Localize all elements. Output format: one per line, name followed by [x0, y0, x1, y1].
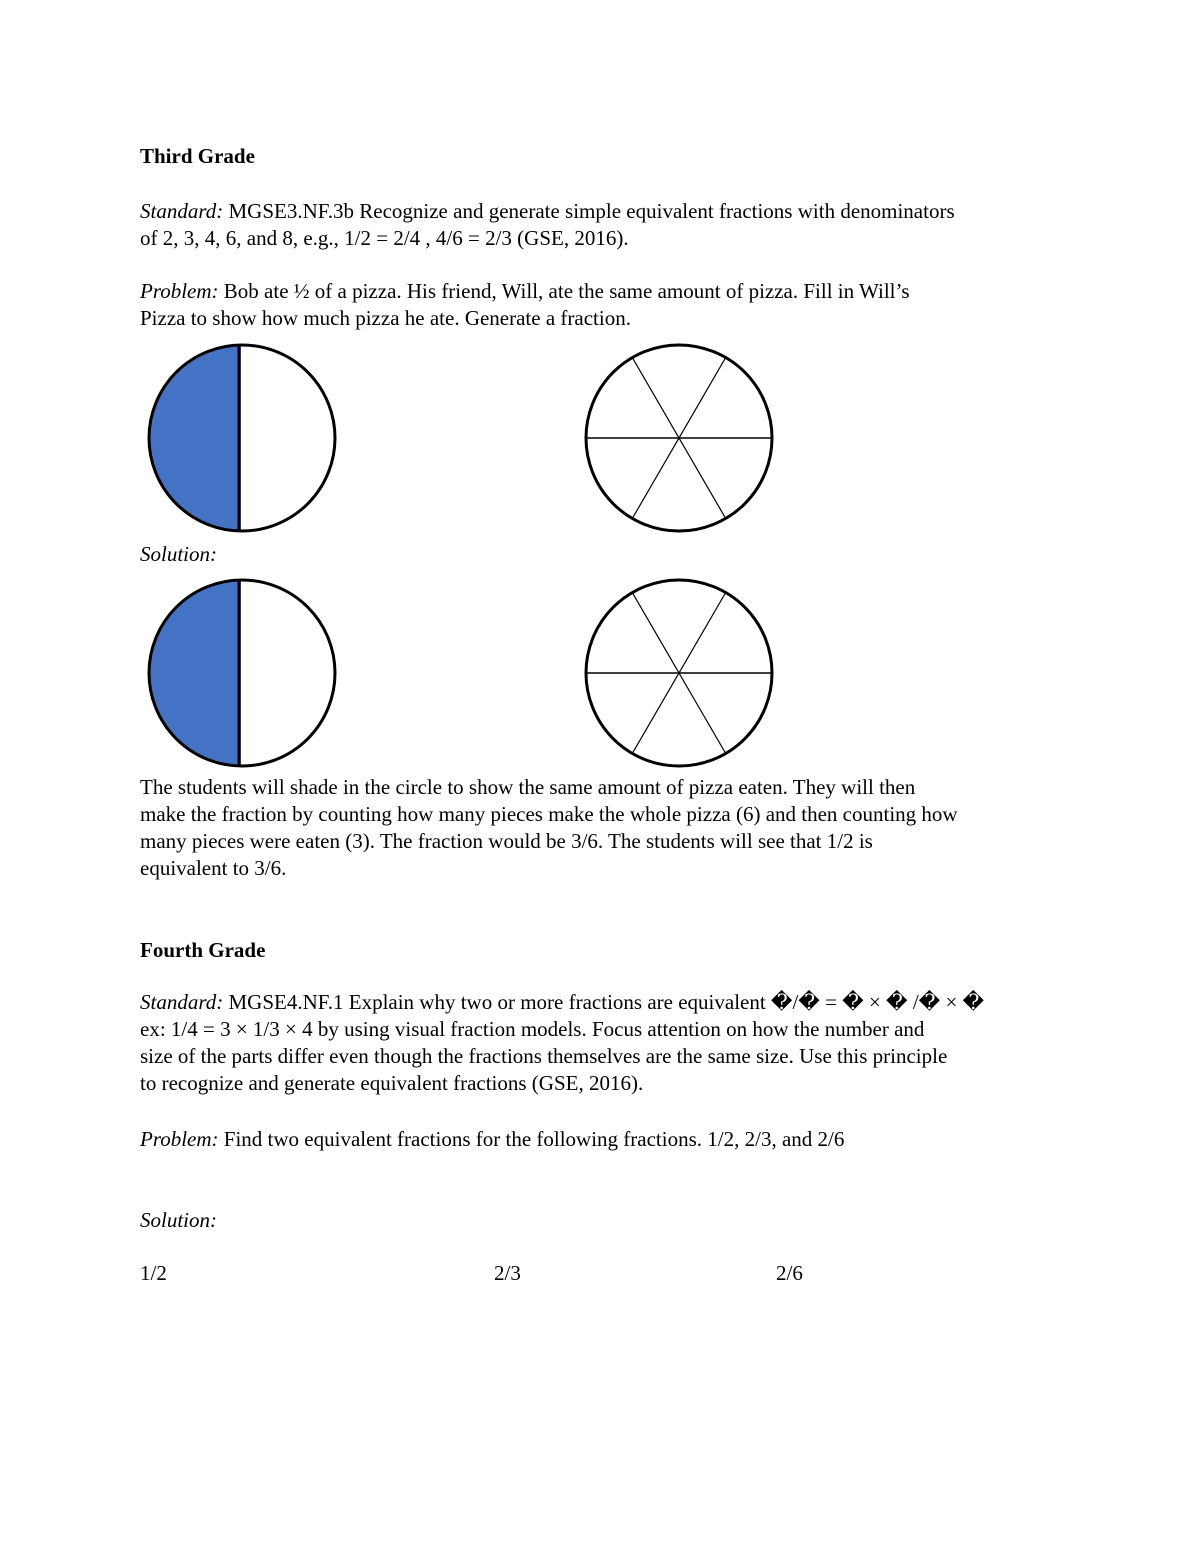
standard-text: MGSE3.NF.3b Recognize and generate simple equivalent fractions with denominators — [223, 199, 955, 223]
fourth-grade-standard-line — [140, 989, 1070, 1016]
bob-pizza-shaded-half — [148, 345, 241, 531]
explanation-line: make the fraction by counting how many pieces make the whole pizza (6) and then counting how — [140, 802, 958, 826]
explanation-line: equivalent to 3/6. — [140, 856, 287, 880]
third-grade-explanation — [140, 774, 1070, 882]
third-grade-standard-line1 — [140, 197, 955, 225]
fourth-grade-problem — [140, 1125, 844, 1153]
explanation-line: The students will shade in the circle to show the same amount of pizza eaten. They will then — [140, 775, 916, 799]
fourth-grade-standard-line: ex: 1/4 = 3 × 1/3 × 4 by using visual fraction models. Focus attention on how the number and — [140, 1017, 925, 1041]
bob-pizza-solution-shaded-half — [148, 580, 241, 766]
fourth-grade-standard-line: to recognize and generate equivalent fractions (GSE, 2016). — [140, 1071, 644, 1095]
bob-pizza-solution — [145, 577, 340, 772]
fourth-grade-heading: Fourth Grade — [140, 938, 266, 962]
third-grade-heading: Third Grade — [140, 144, 255, 168]
fraction-two-thirds: 2/3 — [494, 1261, 521, 1285]
problem-label: Problem: — [140, 279, 219, 303]
will-pizza-problem — [582, 342, 777, 537]
third-grade-solution-label: Solution: — [140, 542, 217, 566]
third-grade-problem-line2: Pizza to show how much pizza he ate. Generate a fraction. — [140, 306, 631, 330]
standard-text: MGSE4.NF.1 Explain why two or more fractions are equivalent �/� = � × � /� × � — [223, 990, 985, 1014]
third-grade-standard-line2: of 2, 3, 4, 6, and 8, e.g., 1/2 = 2/4 , 4/6 = 2/3 (GSE, 2016). — [140, 226, 629, 250]
standard-label: Standard: — [140, 199, 224, 223]
will-pizza-solution — [582, 577, 777, 772]
explanation-line: many pieces were eaten (3). The fraction would be 3/6. The students will see that 1/2 is — [140, 829, 873, 853]
problem-label: Problem: — [140, 1127, 219, 1151]
fourth-grade-standard — [140, 989, 1070, 1097]
fourth-grade-standard-line: size of the parts differ even though the fractions themselves are the same size. Use this principle — [140, 1044, 948, 1068]
standard-label: Standard: — [140, 990, 224, 1014]
problem-text: Find two equivalent fractions for the following fractions. 1/2, 2/3, and 2/6 — [218, 1127, 845, 1151]
fraction-one-half: 1/2 — [140, 1261, 167, 1285]
fraction-two-sixths: 2/6 — [776, 1261, 803, 1285]
bob-pizza-problem — [145, 342, 340, 537]
third-grade-problem-line1 — [140, 277, 910, 305]
fourth-grade-solution-label: Solution: — [140, 1208, 217, 1232]
problem-text: Bob ate ½ of a pizza. His friend, Will, ate the same amount of pizza. Fill in Will’s — [218, 279, 910, 303]
